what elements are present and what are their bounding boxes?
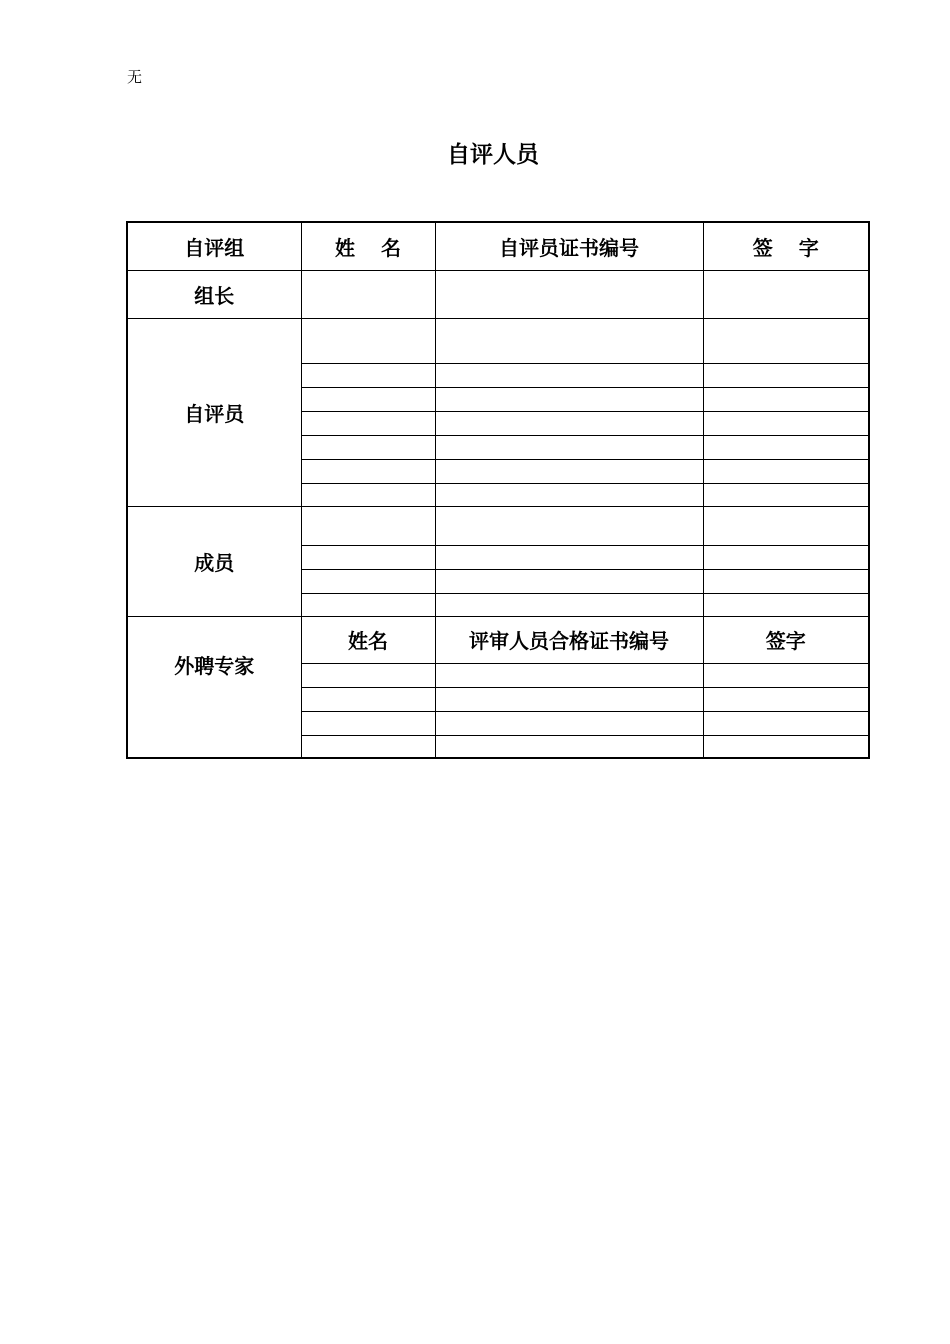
cert-cell[interactable] bbox=[435, 318, 703, 363]
cert-cell[interactable] bbox=[435, 735, 703, 758]
cert-cell[interactable] bbox=[435, 545, 703, 569]
cert-cell[interactable] bbox=[435, 663, 703, 687]
sign-cell[interactable] bbox=[703, 318, 869, 363]
cert-cell[interactable] bbox=[435, 363, 703, 387]
name-cell[interactable] bbox=[301, 411, 435, 435]
sign-cell[interactable] bbox=[703, 363, 869, 387]
name-cell[interactable] bbox=[301, 663, 435, 687]
name-cell[interactable] bbox=[301, 569, 435, 593]
name-cell[interactable] bbox=[301, 459, 435, 483]
sign-cell[interactable] bbox=[703, 711, 869, 735]
name-cell[interactable] bbox=[301, 387, 435, 411]
sign-cell[interactable] bbox=[703, 663, 869, 687]
cert-cell[interactable] bbox=[435, 593, 703, 616]
sign-cell[interactable] bbox=[703, 593, 869, 616]
cert-cell[interactable] bbox=[435, 687, 703, 711]
header-cert-no: 自评员证书编号 bbox=[435, 222, 703, 270]
name-cell[interactable] bbox=[301, 687, 435, 711]
expert-header-sign: 签字 bbox=[703, 616, 869, 663]
expert-header-name: 姓名 bbox=[301, 616, 435, 663]
evaluator-row bbox=[127, 318, 869, 363]
section-evaluators: 自评员 bbox=[127, 318, 301, 506]
cert-cell[interactable] bbox=[435, 459, 703, 483]
header-group: 自评组 bbox=[127, 222, 301, 270]
sign-cell[interactable] bbox=[703, 545, 869, 569]
name-cell[interactable] bbox=[301, 318, 435, 363]
sign-cell[interactable] bbox=[703, 459, 869, 483]
name-cell[interactable] bbox=[301, 711, 435, 735]
cert-cell[interactable] bbox=[435, 387, 703, 411]
header-row bbox=[127, 222, 869, 270]
cert-cell[interactable] bbox=[435, 411, 703, 435]
expert-header-cert-no: 评审人员合格证书编号 bbox=[435, 616, 703, 663]
name-cell[interactable] bbox=[301, 363, 435, 387]
section-leader: 组长 bbox=[127, 270, 301, 318]
name-cell[interactable] bbox=[301, 435, 435, 459]
cert-cell[interactable] bbox=[435, 435, 703, 459]
evaluation-staff-table bbox=[126, 221, 870, 759]
cert-cell[interactable] bbox=[435, 270, 703, 318]
sign-cell[interactable] bbox=[703, 569, 869, 593]
cert-cell[interactable] bbox=[435, 506, 703, 545]
sign-cell[interactable] bbox=[703, 483, 869, 506]
header-sign: 签 字 bbox=[703, 222, 869, 270]
cert-cell[interactable] bbox=[435, 483, 703, 506]
name-cell[interactable] bbox=[301, 593, 435, 616]
name-cell[interactable] bbox=[301, 483, 435, 506]
page-title: 自评人员 bbox=[447, 142, 539, 168]
header-name: 姓 名 bbox=[301, 222, 435, 270]
sign-cell[interactable] bbox=[703, 735, 869, 758]
corner-note: 无 bbox=[127, 68, 143, 86]
sign-cell[interactable] bbox=[703, 270, 869, 318]
sign-cell[interactable] bbox=[703, 506, 869, 545]
sign-cell[interactable] bbox=[703, 687, 869, 711]
expert-header-row bbox=[127, 616, 869, 663]
sign-cell[interactable] bbox=[703, 387, 869, 411]
name-cell[interactable] bbox=[301, 506, 435, 545]
cert-cell[interactable] bbox=[435, 569, 703, 593]
sign-cell[interactable] bbox=[703, 435, 869, 459]
name-cell[interactable] bbox=[301, 270, 435, 318]
member-row bbox=[127, 506, 869, 545]
leader-row bbox=[127, 270, 869, 318]
name-cell[interactable] bbox=[301, 735, 435, 758]
name-cell[interactable] bbox=[301, 545, 435, 569]
section-experts: 外聘专家 bbox=[127, 616, 301, 758]
cert-cell[interactable] bbox=[435, 711, 703, 735]
sign-cell[interactable] bbox=[703, 411, 869, 435]
section-members: 成员 bbox=[127, 506, 301, 616]
